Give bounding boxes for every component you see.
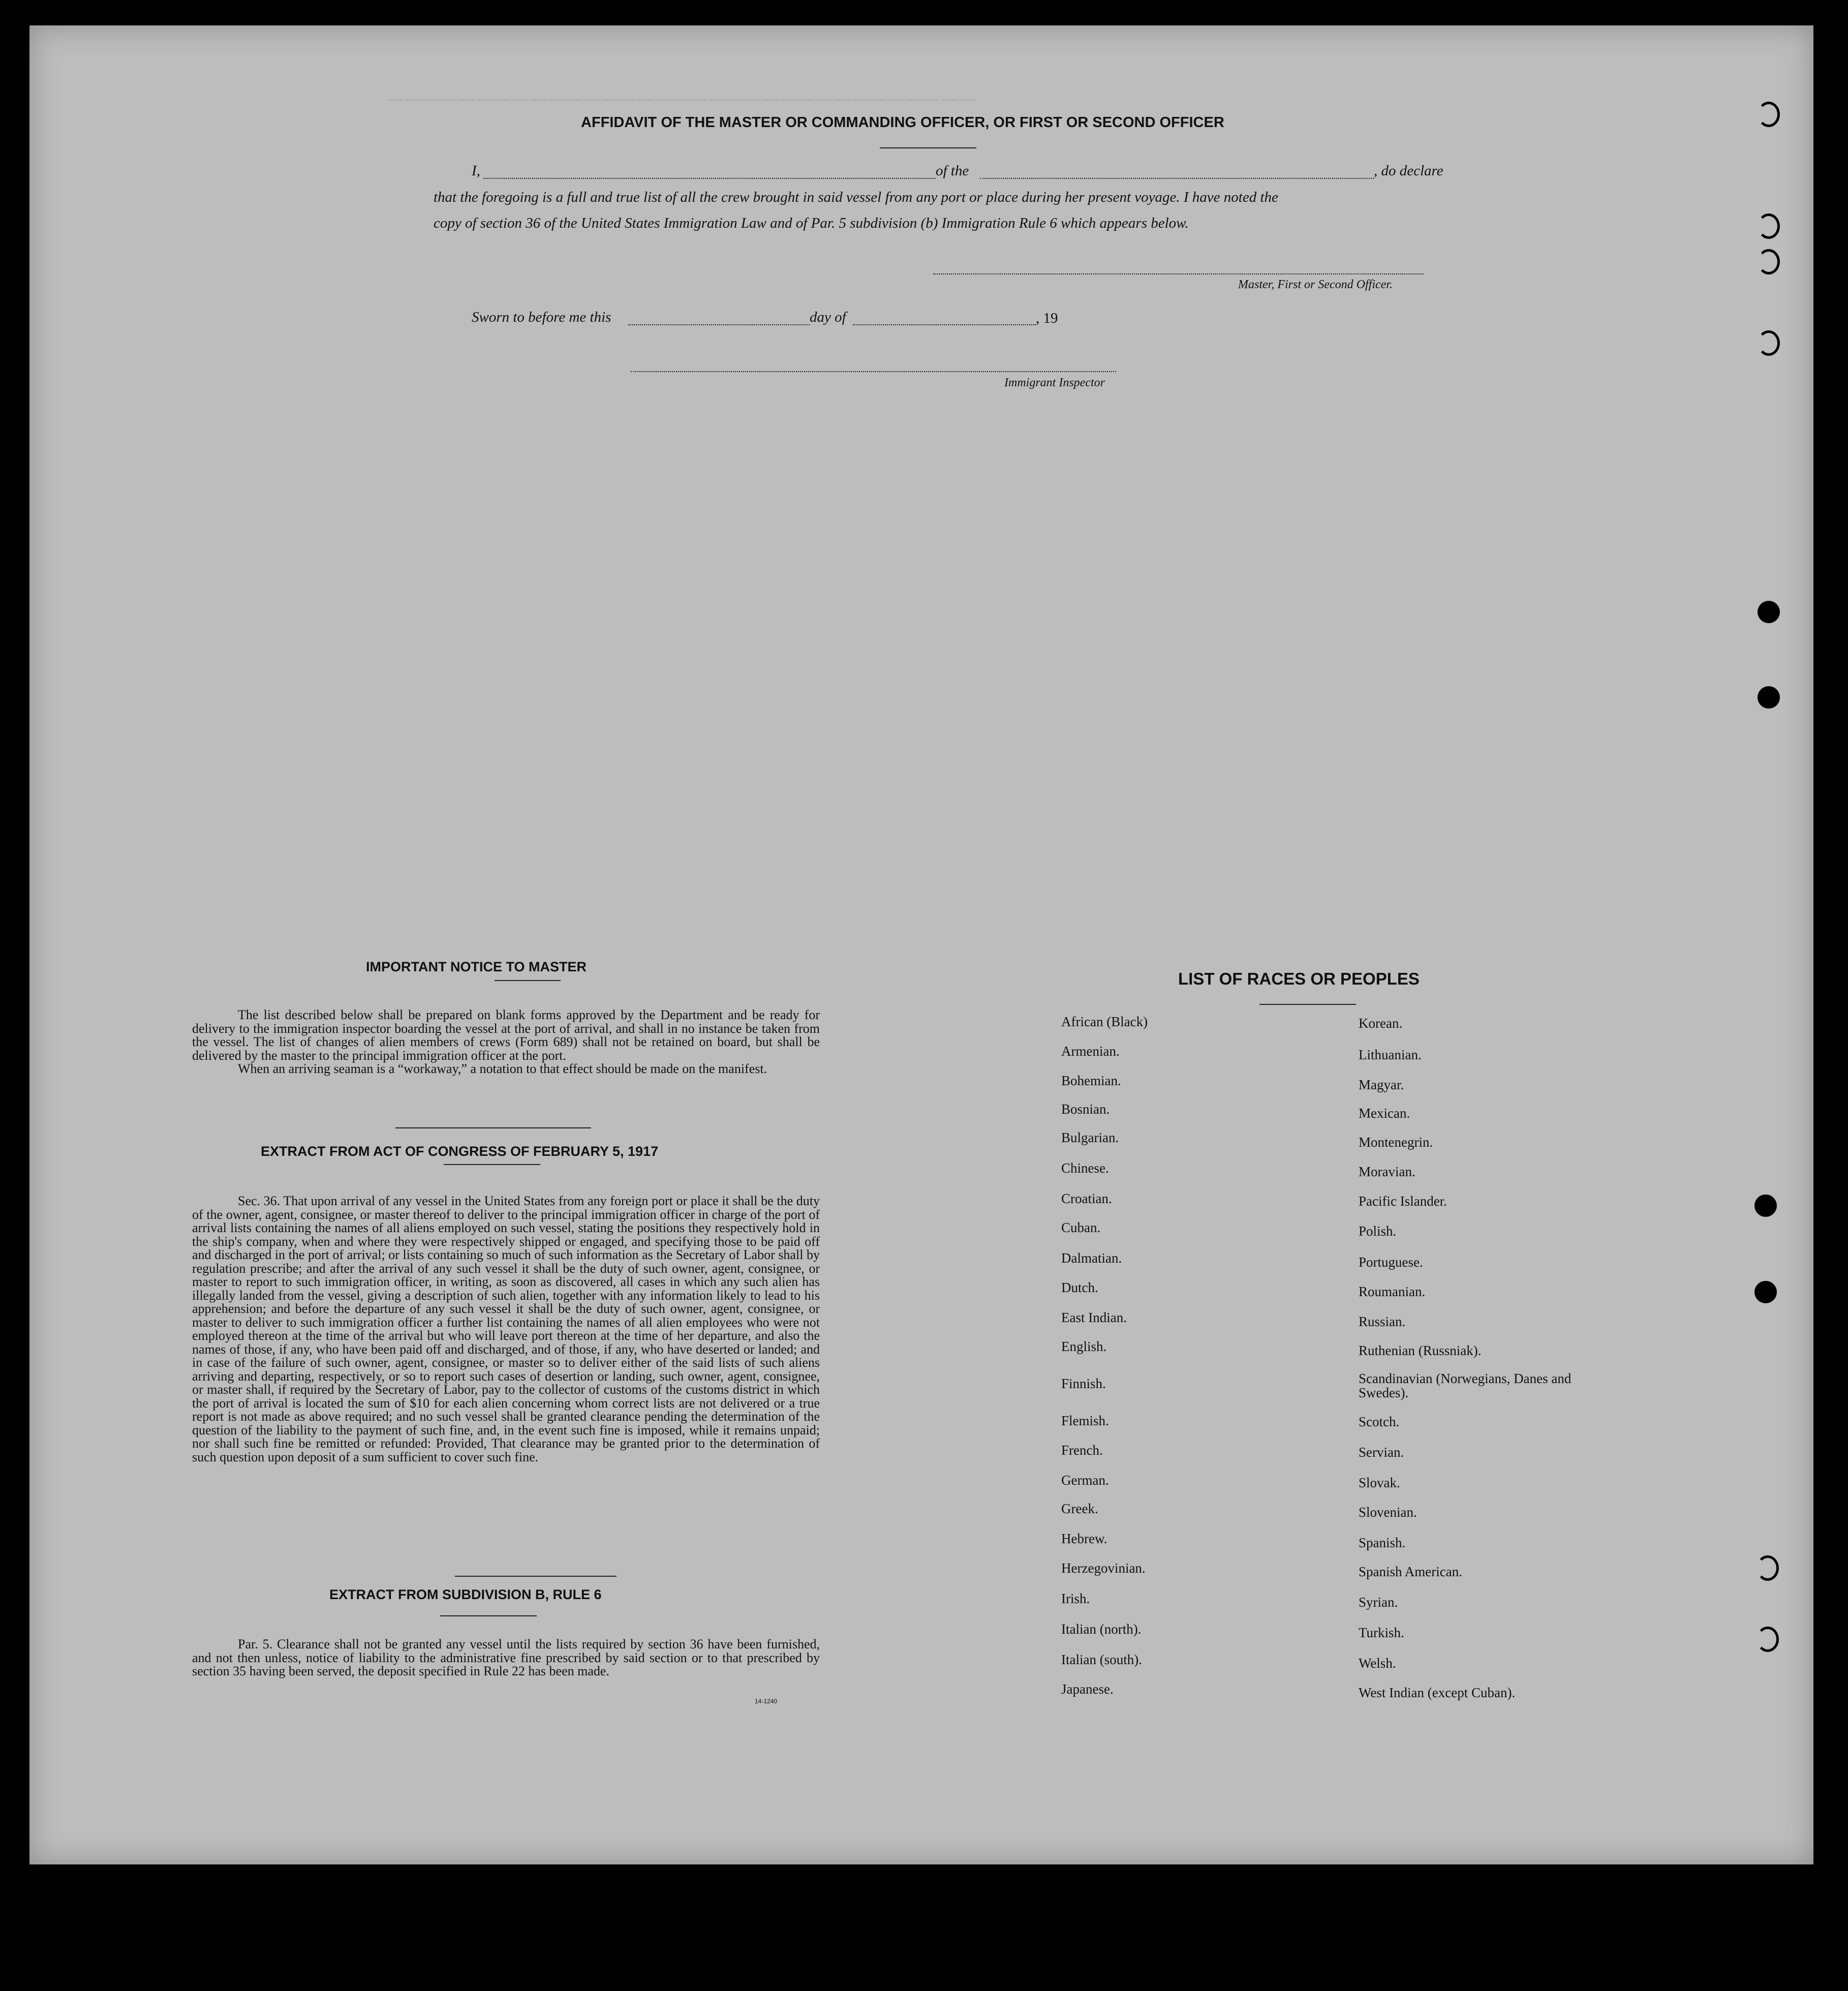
race-item: Moravian.	[1359, 1164, 1415, 1179]
race-item: Russian.	[1359, 1314, 1406, 1329]
race-item: English.	[1061, 1339, 1107, 1354]
punch-hole-icon	[1754, 1194, 1777, 1217]
race-item: African (Black)	[1061, 1014, 1148, 1029]
race-item: East Indian.	[1061, 1310, 1127, 1325]
race-item: Turkish.	[1359, 1625, 1404, 1640]
bleed-through-texture: ─────────────────────────────────	[385, 87, 975, 112]
extract-rule-body	[192, 1638, 820, 1678]
race-item: Pacific Islander.	[1359, 1193, 1447, 1209]
race-item: Korean.	[1359, 1016, 1403, 1031]
title-rule	[880, 147, 976, 148]
extract-rule-title: EXTRACT FROM SUBDIVISION B, RULE 6	[329, 1587, 602, 1602]
race-item: Italian (south).	[1061, 1652, 1142, 1667]
extract-act-rule	[444, 1164, 540, 1165]
race-item: Spanish.	[1359, 1535, 1406, 1550]
race-item: Syrian.	[1359, 1595, 1398, 1610]
section-divider	[455, 1576, 617, 1577]
race-item: Welsh.	[1359, 1656, 1396, 1671]
affidavit-title: AFFIDAVIT OF THE MASTER OR COMMANDING OFFICER, OR FIRST OR SECOND OFFICER	[581, 114, 1224, 131]
punch-hole-icon	[1758, 686, 1780, 709]
notice-body	[192, 1008, 820, 1076]
section-36-text: Sec. 36. That upon arrival of any vessel in the United States from any foreign port or place it shall be the duty of the owner, agent, consignee, or master thereof to deliver to the principal immigration officer in charge of the port of arrival lists containing the names of all aliens employed on such vessel, stating the positions they respectively hold in the ship's company, when and where they were respectively shipped or engaged, and specifying those to be paid off and discharged in the port of arrival; or lists containing so much of such information as the Secretary of Labor shall by regulation prescribe; and after the arrival of any such vessel it shall be the duty of such owner, agent, consignee, or master to report to such immigration officer, in writing, as soon as discovered, all cases in which any such alien has illegally landed from the vessel, giving a description of such alien, together with any information likely to lead to his apprehension; and before the departure of any such vessel it shall be the duty of such owner, agent, consignee, or master to deliver to such immigration officer a further list containing the names of all alien employees who were not employed thereon at the time of the arrival but who will leave port thereon at the time of her departure, and also the names of those, if any, who have been paid off and discharged, and of those, if any, who have deserted or landed; and in case of the failure of such owner, agent, consignee, or master so to deliver either of the said lists of such aliens arriving and departing, respectively, or so to report such cases of desertion or landing, such owner, agent, consignee, or master shall, if required by the Secretary of Labor, pay to the collector of customs of the customs district in which the port of arrival is located the sum of $10 for each alien concerning whom correct lists are not delivered or a true report is not made as above required; and no such vessel shall be granted clearance pending the determination of the question of the liability to the payment of such fine, and, in the event such fine is imposed, while it remains unpaid; nor shall such fine be remitted or refunded: Provided, That clearance may be granted prior to the determination of such question upon deposit of a sum sufficient to cover such fine.	[192, 1193, 820, 1464]
day-of-label: day of	[810, 309, 846, 325]
binder-ring-icon	[1758, 249, 1780, 274]
notice-title: IMPORTANT NOTICE TO MASTER	[366, 959, 587, 974]
race-item: Hebrew.	[1061, 1531, 1107, 1546]
year-label: , 19	[1036, 310, 1058, 326]
sworn-day-field-line[interactable]	[628, 324, 810, 325]
race-item: Ruthenian (Russniak).	[1359, 1343, 1482, 1358]
races-rule	[1259, 1004, 1356, 1005]
inspector-label: Immigrant Inspector	[1004, 376, 1105, 389]
vessel-field-line[interactable]	[980, 178, 1374, 179]
race-item: Cuban.	[1061, 1220, 1101, 1235]
extract-rule-rule	[440, 1615, 537, 1616]
race-item: Croatian.	[1061, 1191, 1112, 1206]
binder-ring-icon	[1758, 330, 1780, 356]
notice-rule	[495, 980, 561, 981]
binder-ring-icon	[1757, 1627, 1779, 1652]
affidavit-line3: copy of section 36 of the United States Immigration Law and of Par. 5 subdivision (b) Immigration Rule 6 which appears below.	[434, 215, 1189, 231]
race-item: Bohemian.	[1061, 1073, 1121, 1088]
notice-paragraph-1: The list described below shall be prepared on blank forms approved by the Department and be ready for delivery to the immigration inspector boarding the vessel at the port of arrival, and shall in no instance be taken from the vessel. The list of changes of alien members of crews (Form 689) shall not be retained on board, but shall be delivered by the master to the principal immigration officer at the port.	[192, 1007, 820, 1063]
race-item: Greek.	[1061, 1501, 1098, 1516]
master-signature-label: Master, First or Second Officer.	[1238, 278, 1393, 291]
race-item: Flemish.	[1061, 1413, 1109, 1428]
race-item: Armenian.	[1061, 1044, 1120, 1059]
binder-ring-icon	[1758, 102, 1780, 127]
master-signature-line[interactable]	[933, 273, 1424, 274]
race-item: Spanish American.	[1359, 1564, 1462, 1579]
race-item: Slovak.	[1359, 1475, 1400, 1490]
affidavit-line2: that the foregoing is a full and true list of all the crew brought in said vessel from any port or place during her present voyage. I have noted the	[434, 189, 1278, 205]
race-item: Herzegovinian.	[1061, 1560, 1146, 1576]
race-item: Japanese.	[1061, 1681, 1114, 1697]
race-item: Dalmatian.	[1061, 1250, 1122, 1266]
race-item: Chinese.	[1061, 1160, 1109, 1176]
race-item: Scotch.	[1359, 1414, 1400, 1429]
name-field-line[interactable]	[483, 178, 936, 179]
binder-ring-icon	[1758, 213, 1780, 239]
inspector-signature-line[interactable]	[631, 371, 1116, 372]
race-item: Slovenian.	[1359, 1505, 1417, 1520]
race-item: Mexican.	[1359, 1106, 1410, 1121]
affidavit-i-label: I,	[472, 163, 480, 179]
document-page	[29, 25, 1813, 1864]
race-item: Roumanian.	[1359, 1284, 1426, 1299]
race-item: Finnish.	[1061, 1376, 1106, 1391]
form-number: 14-1240	[755, 1698, 778, 1705]
extract-act-title: EXTRACT FROM ACT OF CONGRESS OF FEBRUARY 5, 1917	[261, 1144, 659, 1159]
race-item: Polish.	[1359, 1223, 1397, 1239]
race-item: Lithuanian.	[1359, 1047, 1422, 1062]
race-item: Dutch.	[1061, 1280, 1098, 1295]
race-item: Bulgarian.	[1061, 1130, 1119, 1145]
affidavit-do-declare: , do declare	[1374, 163, 1443, 179]
binder-ring-icon	[1757, 1555, 1779, 1581]
punch-hole-icon	[1758, 601, 1780, 623]
race-item: Magyar.	[1359, 1077, 1404, 1092]
extract-act-body	[192, 1194, 820, 1464]
race-item: Montenegrin.	[1359, 1135, 1433, 1150]
race-item: Servian.	[1359, 1445, 1404, 1460]
race-item: Bosnian.	[1061, 1101, 1110, 1117]
race-item: Portuguese.	[1359, 1254, 1423, 1270]
punch-hole-icon	[1754, 1281, 1777, 1303]
race-item: Italian (north).	[1061, 1621, 1142, 1637]
section-divider	[395, 1127, 591, 1128]
race-item: Scandinavian (Norwegians, Danes and Swedes).	[1359, 1371, 1572, 1400]
races-title: LIST OF RACES OR PEOPLES	[1178, 969, 1420, 988]
race-item: French.	[1061, 1443, 1103, 1458]
race-item: West Indian (except Cuban).	[1359, 1685, 1516, 1700]
notice-paragraph-2: When an arriving seaman is a “workaway,” a notation to that effect should be made on the manifest.	[238, 1061, 767, 1076]
race-item: Irish.	[1061, 1591, 1090, 1606]
sworn-label: Sworn to before me this	[472, 309, 611, 325]
par-5-text: Par. 5. Clearance shall not be granted any vessel until the lists required by section 36 have been furnished, and not then unless, notice of liability to the administrative fine prescribed by said section or to that prescribed by section 35 having been served, the deposit specified in Rule 22 has been made.	[192, 1637, 820, 1678]
sworn-month-field-line[interactable]	[853, 324, 1036, 325]
race-item: German.	[1061, 1473, 1109, 1488]
affidavit-of-the: of the	[936, 163, 969, 179]
